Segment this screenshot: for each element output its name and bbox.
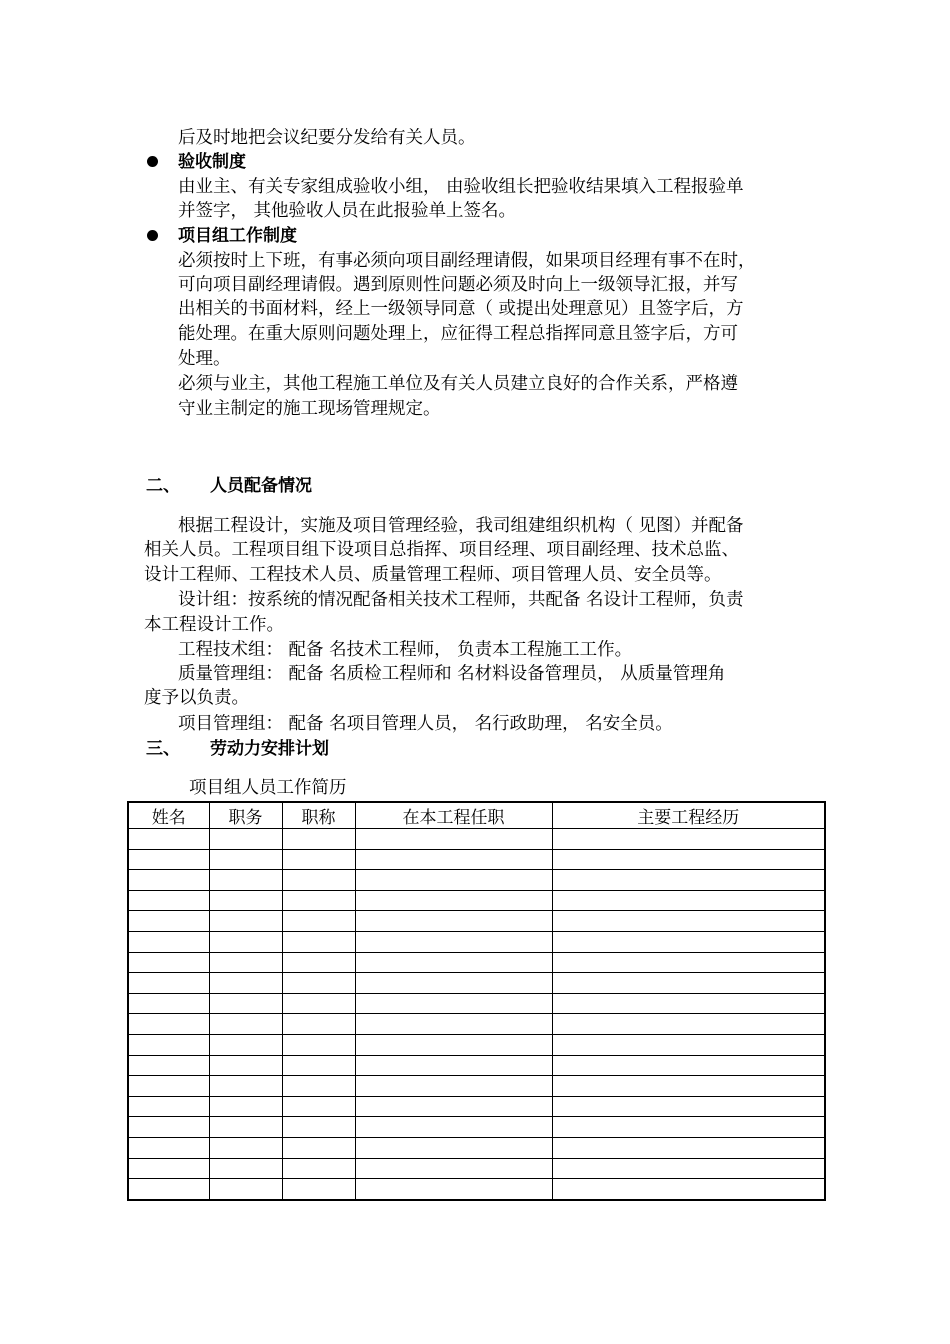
paragraph-line: 设计组：按系统的情况配备相关技术工程师，共配备 名设计工程师，负责 [178, 590, 744, 610]
table-cell [552, 1014, 825, 1035]
table-cell [355, 1158, 552, 1179]
table-cell [209, 870, 282, 891]
team-rules-line: 必须与业主，其他工程施工单位及有关人员建立良好的合作关系，严格遵 [178, 374, 738, 394]
table-cell [355, 911, 552, 932]
table-cell [128, 911, 209, 932]
table-cell [209, 829, 282, 850]
table-cell [552, 952, 825, 973]
table-cell [128, 829, 209, 850]
table-cell [282, 1179, 355, 1200]
table-cell [128, 973, 209, 994]
table-cell [128, 993, 209, 1014]
table-cell [355, 931, 552, 952]
table-cell [128, 1179, 209, 1200]
table-cell [282, 1014, 355, 1035]
table-cell [209, 849, 282, 870]
team-rules-line: 守业主制定的施工现场管理规定。 [178, 399, 441, 419]
table-row [128, 1014, 825, 1035]
team-rules-line: 处理。 [178, 349, 231, 369]
table-row [128, 973, 825, 994]
table-row [128, 1096, 825, 1117]
table-row [128, 1158, 825, 1179]
table-cell [355, 1117, 552, 1138]
table-cell [282, 911, 355, 932]
table-header-row [128, 802, 825, 829]
table-cell [355, 890, 552, 911]
table-cell [128, 1034, 209, 1055]
table-cell [128, 1137, 209, 1158]
paragraph-line: 工程技术组： 配备 名技术工程师， 负责本工程施工工作。 [178, 640, 633, 660]
table-cell [209, 952, 282, 973]
paragraph-line: 质量管理组： 配备 名质检工程师和 名材料设备管理员， 从质量管理角 [178, 664, 726, 684]
column-header-title: 职称 [282, 802, 355, 829]
acceptance-heading: 验收制度 [178, 152, 246, 172]
bullet-icon [147, 230, 158, 241]
table-cell [209, 1034, 282, 1055]
table-row [128, 849, 825, 870]
table-cell [282, 1158, 355, 1179]
table-cell [209, 1096, 282, 1117]
table-cell [552, 1117, 825, 1138]
column-header-role: 在本工程任职 [355, 802, 552, 829]
table-cell [209, 993, 282, 1014]
section-number: 三、 [146, 739, 180, 759]
table-cell [128, 849, 209, 870]
table-cell [209, 931, 282, 952]
table-cell [282, 870, 355, 891]
paragraph-line: 相关人员。工程项目组下设项目总指挥、项目经理、项目副经理、技术总监、 [144, 540, 739, 560]
table-cell [209, 1076, 282, 1097]
table-cell [209, 1158, 282, 1179]
paragraph-line: 设计工程师、工程技术人员、质量管理工程师、项目管理人员、安全员等。 [144, 565, 722, 585]
staff-resume-table [127, 801, 826, 1201]
team-rules-line: 必须按时上下班，有事必须向项目副经理请假，如果项目经理有事不在时， [178, 251, 756, 271]
column-header-position: 职务 [209, 802, 282, 829]
table-row [128, 1076, 825, 1097]
table-cell [128, 1055, 209, 1076]
table-row [128, 1034, 825, 1055]
table-cell [282, 890, 355, 911]
section-title: 劳动力安排计划 [210, 739, 329, 759]
section-number: 二、 [146, 476, 180, 496]
table-cell [355, 1137, 552, 1158]
table-cell [209, 1014, 282, 1035]
table-cell [282, 973, 355, 994]
table-cell [552, 1034, 825, 1055]
table-cell [128, 1076, 209, 1097]
acceptance-line: 由业主、有关专家组成验收小组， 由验收组长把验收结果填入工程报验单 [178, 177, 744, 197]
table-cell [282, 829, 355, 850]
table-cell [552, 849, 825, 870]
table-cell [209, 890, 282, 911]
table-cell [282, 1096, 355, 1117]
column-header-name: 姓名 [128, 802, 209, 829]
table-cell [128, 1158, 209, 1179]
table-cell [552, 973, 825, 994]
table-cell [552, 931, 825, 952]
paragraph-line: 本工程设计工作。 [144, 615, 284, 635]
table-cell [355, 1034, 552, 1055]
continuation-line: 后及时地把会议纪要分发给有关人员。 [178, 128, 476, 148]
table-row [128, 911, 825, 932]
table-cell [552, 1158, 825, 1179]
table-cell [282, 993, 355, 1014]
table-cell [128, 870, 209, 891]
table-row [128, 1117, 825, 1138]
paragraph-line: 度予以负责。 [144, 688, 249, 708]
table-cell [282, 1117, 355, 1138]
table-cell [355, 1096, 552, 1117]
table-cell [282, 1055, 355, 1076]
table-cell [552, 1076, 825, 1097]
table-row [128, 931, 825, 952]
table-cell [552, 890, 825, 911]
table-cell [355, 829, 552, 850]
table-cell [282, 849, 355, 870]
table-cell [282, 1076, 355, 1097]
section-title: 人员配备情况 [210, 476, 312, 496]
table-row [128, 829, 825, 850]
table-cell [209, 1055, 282, 1076]
table-row [128, 870, 825, 891]
table-row [128, 1055, 825, 1076]
table-cell [355, 1179, 552, 1200]
table-cell [552, 870, 825, 891]
table-row [128, 1137, 825, 1158]
table-row [128, 890, 825, 911]
table-cell [355, 952, 552, 973]
table-cell [128, 890, 209, 911]
table-cell [552, 911, 825, 932]
table-cell [355, 870, 552, 891]
table-cell [128, 1014, 209, 1035]
table-cell [209, 1137, 282, 1158]
team-rules-heading: 项目组工作制度 [178, 226, 297, 246]
table-cell [552, 1096, 825, 1117]
table-cell [209, 1117, 282, 1138]
table-cell [355, 849, 552, 870]
table-row [128, 1179, 825, 1200]
table-cell [282, 952, 355, 973]
table-cell [552, 993, 825, 1014]
table-cell [552, 1179, 825, 1200]
paragraph-line: 根据工程设计，实施及项目管理经验，我司组建组织机构（ 见图）并配备 [178, 516, 744, 536]
column-header-experience: 主要工程经历 [552, 802, 825, 829]
table-cell [209, 973, 282, 994]
table-cell [128, 952, 209, 973]
table-cell [355, 1055, 552, 1076]
table-cell [355, 993, 552, 1014]
table-cell [282, 1034, 355, 1055]
team-rules-line: 可向项目副经理请假。遇到原则性问题必须及时向上一级领导汇报，并写 [178, 275, 738, 295]
table-cell [209, 1179, 282, 1200]
table-cell [209, 911, 282, 932]
table-cell [552, 1055, 825, 1076]
table-cell [282, 1137, 355, 1158]
table-cell [128, 931, 209, 952]
table-cell [552, 829, 825, 850]
table-cell [355, 973, 552, 994]
bullet-icon [147, 156, 158, 167]
team-rules-line: 能处理。在重大原则问题处理上，应征得工程总指挥同意且签字后，方可 [178, 324, 738, 344]
table-cell [282, 931, 355, 952]
table-row [128, 993, 825, 1014]
table-cell [552, 1137, 825, 1158]
team-rules-line: 出相关的书面材料，经上一级领导同意（ 或提出处理意见）且签字后，方 [178, 299, 744, 319]
table-cell [128, 1117, 209, 1138]
table-row [128, 952, 825, 973]
table-cell [355, 1076, 552, 1097]
paragraph-line: 项目管理组： 配备 名项目管理人员， 名行政助理， 名安全员。 [178, 714, 673, 734]
acceptance-line: 并签字， 其他验收人员在此报验单上签名。 [178, 201, 517, 221]
table-cell [128, 1096, 209, 1117]
table-caption: 项目组人员工作简历 [189, 778, 347, 798]
table-cell [355, 1014, 552, 1035]
